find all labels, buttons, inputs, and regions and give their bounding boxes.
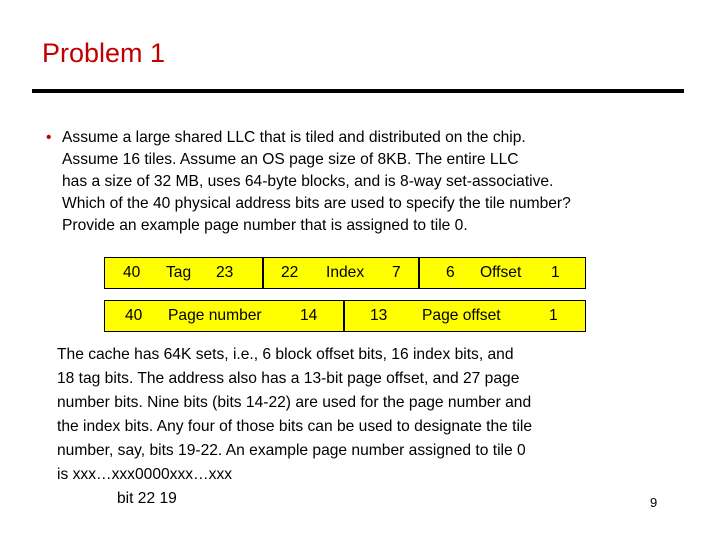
tag-field-box [104, 257, 263, 289]
slide-title: Problem 1 [42, 38, 166, 68]
index-label: Index [326, 264, 365, 281]
tag-start-bit: 40 [123, 264, 141, 281]
answer-line: 18 tag bits. The address also has a 13-bit page offset, and 27 page [57, 370, 520, 387]
problem-statement [46, 127, 571, 237]
offset-end-bit: 1 [551, 264, 560, 281]
title-divider [32, 89, 684, 93]
page-offset-start-bit: 13 [370, 307, 388, 324]
answer-text [57, 343, 532, 511]
tag-label: Tag [166, 264, 192, 281]
page-offset-field-box [344, 300, 586, 332]
page-number-start-bit: 40 [125, 307, 143, 324]
page-number-field-box [104, 300, 344, 332]
bullet-line: Assume 16 tiles. Assume an OS page size of 8KB. The entire LLC [62, 151, 519, 168]
bullet-icon: • [46, 129, 52, 146]
bullet-text: Assume a large shared LLC that is tiled and distributed on the chip. [62, 129, 526, 146]
offset-label: Offset [480, 264, 522, 281]
offset-start-bit: 6 [446, 264, 455, 281]
index-end-bit: 7 [392, 264, 401, 281]
bit-position-note: bit 22 19 [117, 490, 177, 507]
page-offset-label: Page offset [422, 307, 501, 324]
answer-line: the index bits. Any four of those bits can be used to designate the tile [57, 418, 533, 435]
page-offset-end-bit: 1 [549, 307, 558, 324]
page-number-end-bit: 14 [300, 307, 318, 324]
bullet-line: Which of the 40 physical address bits are used to specify the tile number? [62, 195, 571, 212]
index-field-box [263, 257, 419, 289]
bullet-line: has a size of 32 MB, uses 64-byte blocks, and is 8-way set-associative. [62, 173, 554, 190]
tag-end-bit: 23 [216, 264, 234, 281]
bullet-line [46, 127, 571, 149]
answer-line: number bits. Nine bits (bits 14-22) are used for the page number and [57, 394, 532, 411]
bullet-line: Provide an example page number that is assigned to tile 0. [62, 217, 468, 234]
answer-line: is xxx…xxx0000xxx…xxx [57, 466, 233, 483]
index-start-bit: 22 [281, 264, 299, 281]
offset-field-box [419, 257, 586, 289]
page-number-label: Page number [168, 307, 262, 324]
answer-line: number, say, bits 19-22. An example page number assigned to tile 0 [57, 442, 526, 459]
slide-number: 9 [650, 495, 658, 510]
answer-line: The cache has 64K sets, i.e., 6 block offset bits, 16 index bits, and [57, 346, 514, 363]
